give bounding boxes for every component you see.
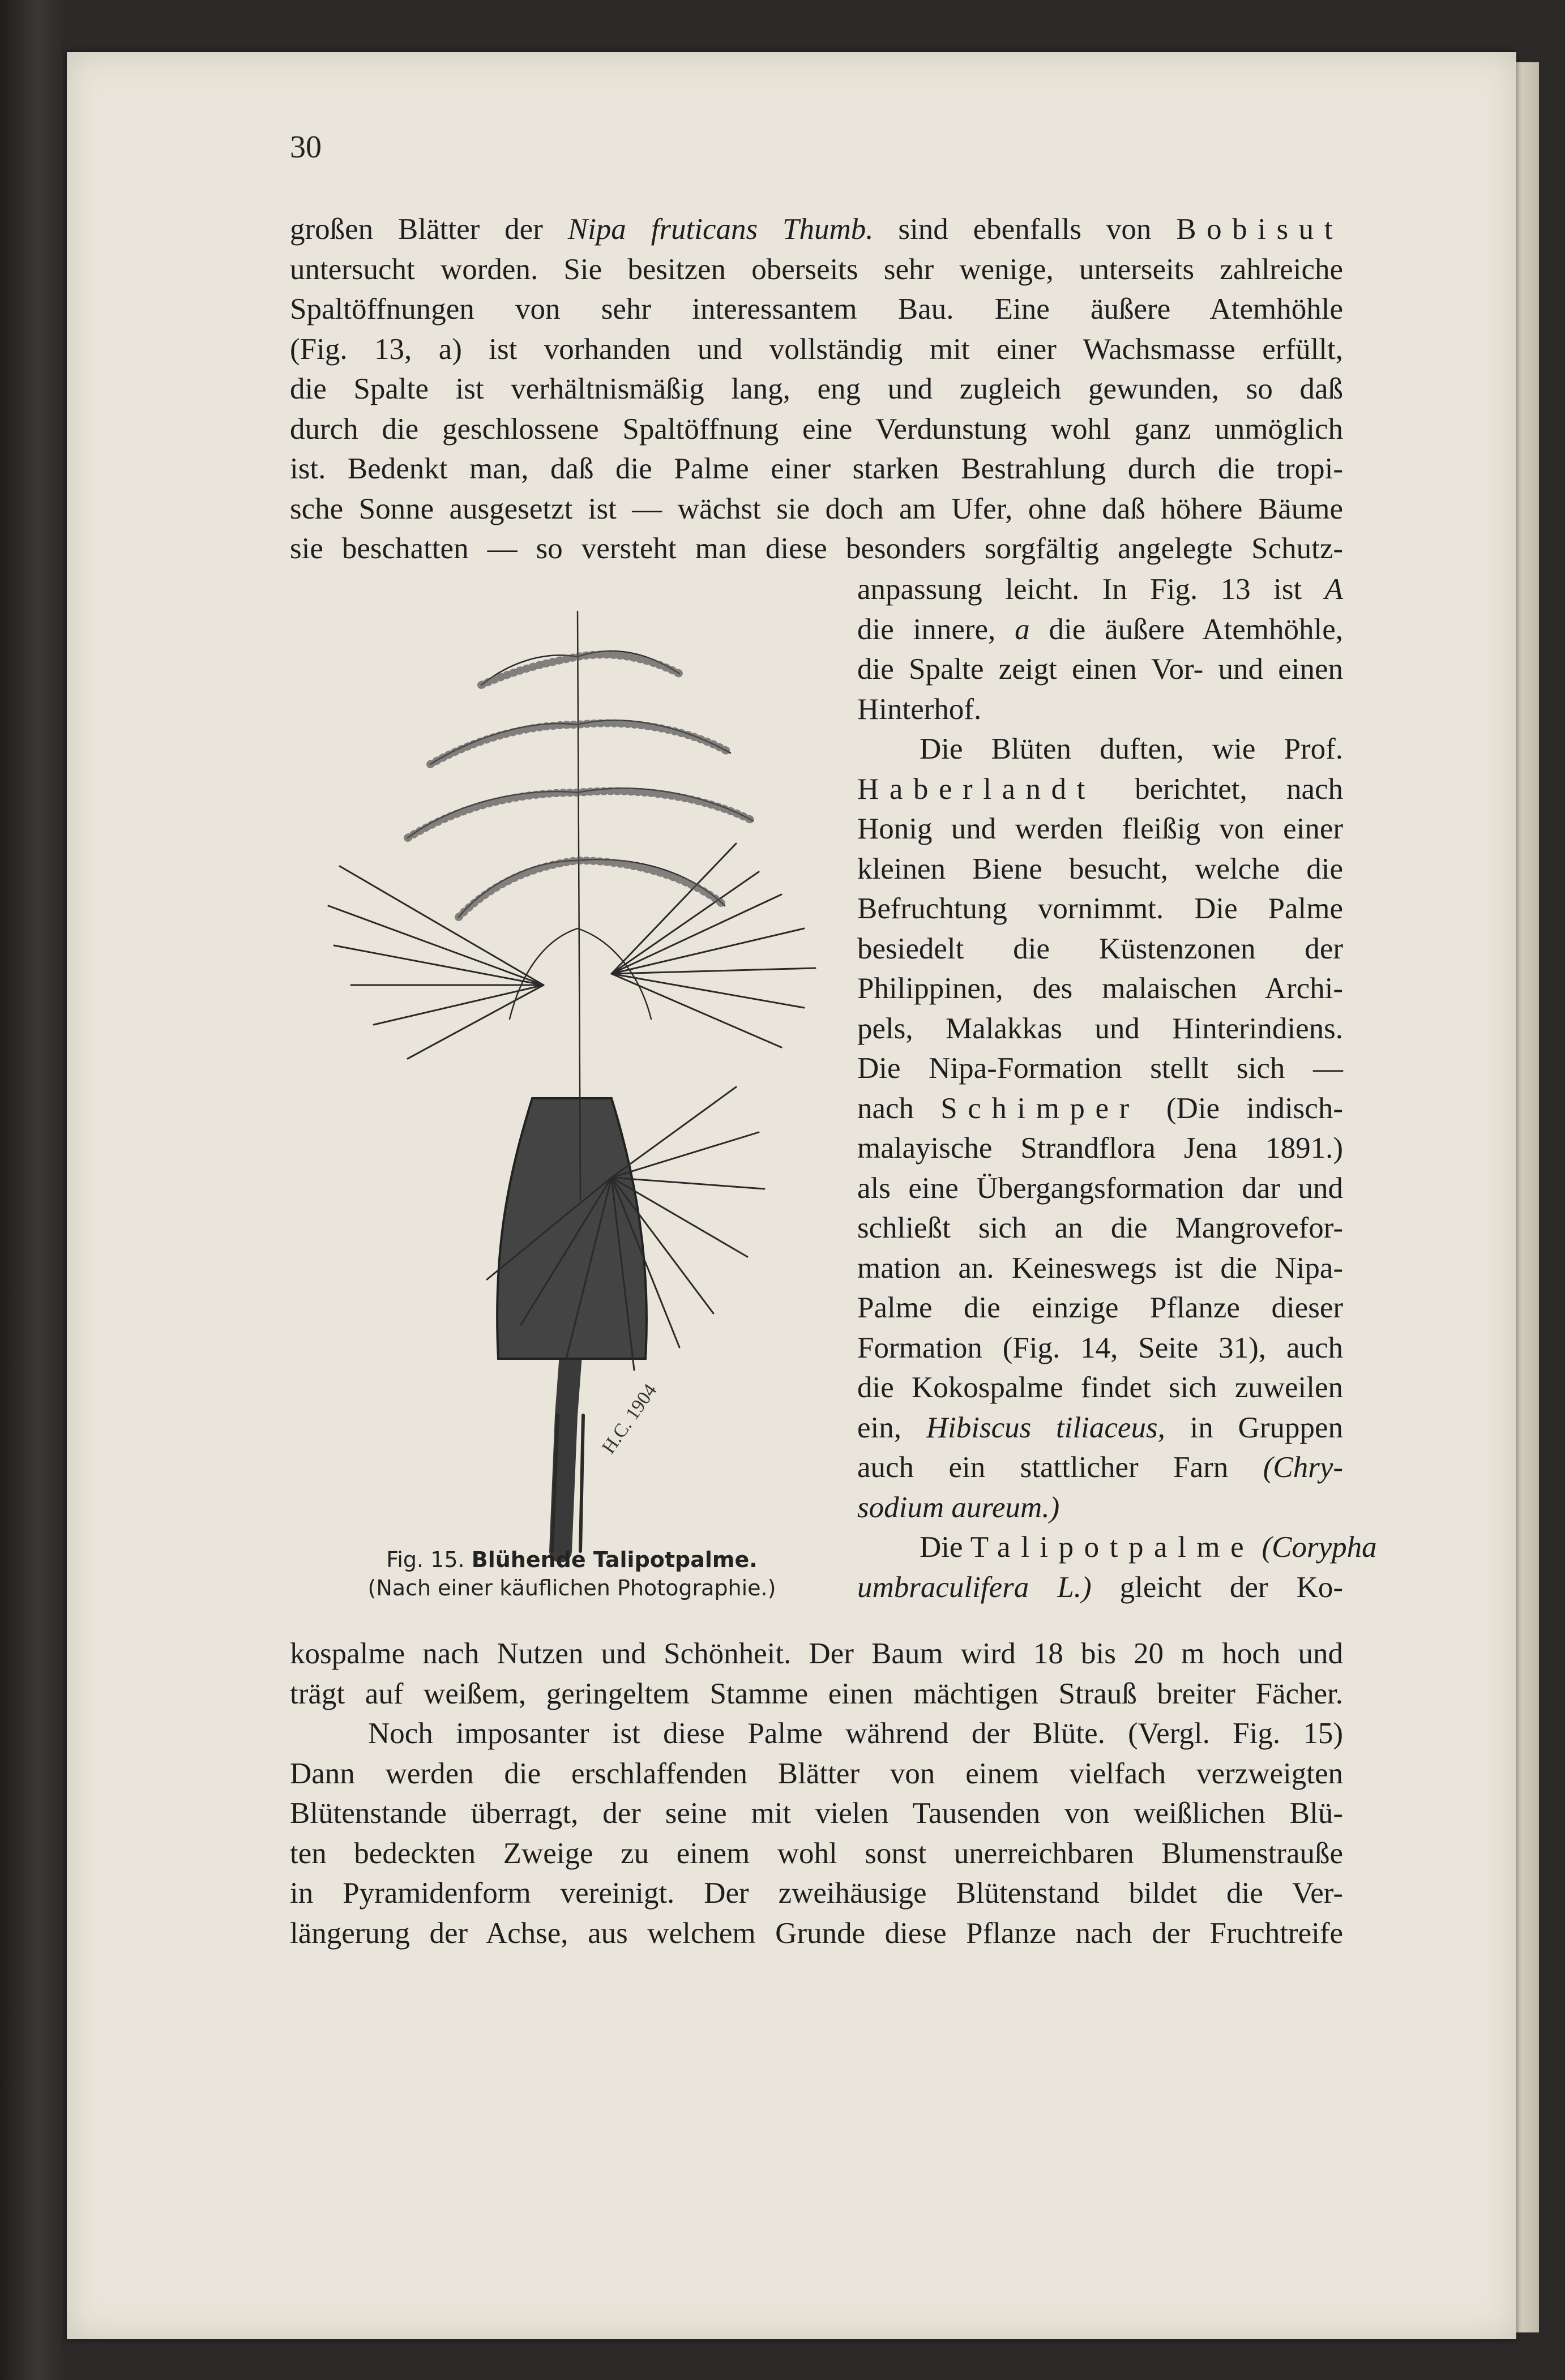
leaf-skirt [497,1098,647,1359]
text-line: kleinen Biene besucht, welche die [857,852,1343,885]
text-line: durch die geschlossene Spaltöffnung eine Verdunstung wohl ganz unmöglich [290,412,1343,446]
text-line: ten bedeckten Zweige zu einem wohl sonst unerreichbaren Blumenstrauße [290,1837,1343,1870]
text-line: Philippinen, des malaischen Archi- [857,972,1343,1005]
fan-leaf-right [612,844,815,1047]
text-line: die Kokospalme findet sich zuweilen [857,1371,1343,1404]
text-line: Honig und werden fleißig von einer [857,812,1343,845]
text-line: als eine Übergangsformation dar und [857,1171,1343,1205]
book-spine [0,0,62,2380]
text-line: besiedelt die Küstenzonen der [857,932,1343,965]
author-name: Bobisut [1176,213,1344,246]
paragraph-bottom [290,1634,1343,1953]
flower-clusters [408,654,753,917]
author-name: Schimper [940,1091,1140,1125]
text-line: die Spalte zeigt einen Vor- und einen [857,653,1343,686]
text-line: ist. Bedenkt man, daß die Palme einer starken Bestrahlung durch die tropi- [290,452,1343,485]
fan-leaf-left [328,866,544,1059]
plant-name: Talipotpalme [970,1531,1255,1564]
text-line: auch ein stattlicher Farn (Chry- [857,1451,1344,1484]
text-line: Die Nipa-Formation stellt sich — [857,1052,1343,1085]
text-line: sodium aureum.) [857,1491,1060,1524]
text-line: Die Blüten duften, wie Prof. [920,733,1343,765]
text-line: Blütenstande überragt, der seine mit vielen Tausenden von weißlichen Blü- [290,1797,1343,1830]
text-line: sie beschatten — so versteht man diese besonders sorgfältig angelegte Schutz- [290,532,1343,565]
text-line: mation an. Keineswegs ist die Nipa- [857,1251,1343,1285]
text-line: Haberlandt berichtet, nach [857,772,1343,806]
text-line: pels, Malakkas und Hinterindiens. [857,1012,1343,1045]
right-column [857,570,1377,1607]
text-line: die innere, a die äußere Atemhöhle, [857,613,1344,646]
figure-caption [317,1546,827,1602]
caption-title: Blühende Talipotpalme. [471,1547,758,1572]
text-line: längerung der Achse, aus welchem Grunde diese Pflanze nach der Fruchtreife [290,1916,1343,1950]
text-line: sche Sonne ausgesetzt ist — wächst sie doch am Ufer, ohne daß höhere Bäume [290,492,1343,525]
text-line: Befruchtung vornimmt. Die Palme [857,892,1343,925]
text-line: Palme die einzige Pflanze dieser [857,1291,1343,1324]
text-line: (Fig. 13, a) ist vorhanden und vollständig mit einer Wachsmasse erfüllt, [290,332,1343,366]
text-line: Hinterhof. [857,692,982,726]
text-line: umbraculifera L.) gleicht der Ko- [857,1570,1344,1604]
figure-talipot-palm [294,577,844,1557]
text-line: nach Schimper (Die indisch- [857,1091,1343,1125]
caption-source: (Nach einer käuflichen Photographie.) [367,1576,776,1600]
text-line: untersucht worden. Sie besitzen oberseits sehr wenige, unterseits zahlreiche [290,252,1343,286]
text-line: kospalme nach Nutzen und Schönheit. Der Baum wird 18 bis 20 m hoch und [290,1637,1343,1670]
text-line: Dann werden die erschlaffenden Blätter von einem vielfach verzweigten [290,1757,1343,1790]
text-line: Spaltöffnungen von sehr interessantem Bau. Eine äußere Atemhöhle [290,293,1343,326]
page-edge [1516,62,1539,2332]
text-line: ein, Hibiscus tiliaceus, in Gruppen [857,1411,1343,1444]
text-line: in Pyramidenform vereinigt. Der zweihäusige Blütenstand bildet die Ver- [290,1877,1343,1910]
text-line: großen Blätter der Nipa fruticans Thumb. sind ebenfalls von Bobisut [290,213,1344,246]
author-name: Haberlandt [857,772,1096,806]
artist-signature: H.C. 1904 [598,1380,661,1458]
text-line: Die Talipotpalme (Corypha [920,1531,1377,1564]
text-line: trägt auf weißem, geringeltem Stamme einen mächtigen Strauß breiter Fächer. [290,1677,1343,1710]
page-number: 30 [290,130,322,165]
paragraph-top [290,209,1343,569]
text-line: malayische Strandflora Jena 1891.) [857,1132,1343,1165]
palm-illustration [294,577,844,1557]
text-line: Noch imposanter ist diese Palme während der Blüte. (Vergl. Fig. 15) [368,1717,1343,1750]
text-line: Formation (Fig. 14, Seite 31), auch [857,1331,1343,1364]
text-line: anpassung leicht. In Fig. 13 ist A [857,573,1344,606]
caption-label: Fig. 15. [386,1547,465,1572]
text-line: die Spalte ist verhältnismäßig lang, eng und zugleich gewunden, so daß [290,373,1343,405]
text-line: schließt sich an die Mangrovefor- [857,1212,1343,1244]
